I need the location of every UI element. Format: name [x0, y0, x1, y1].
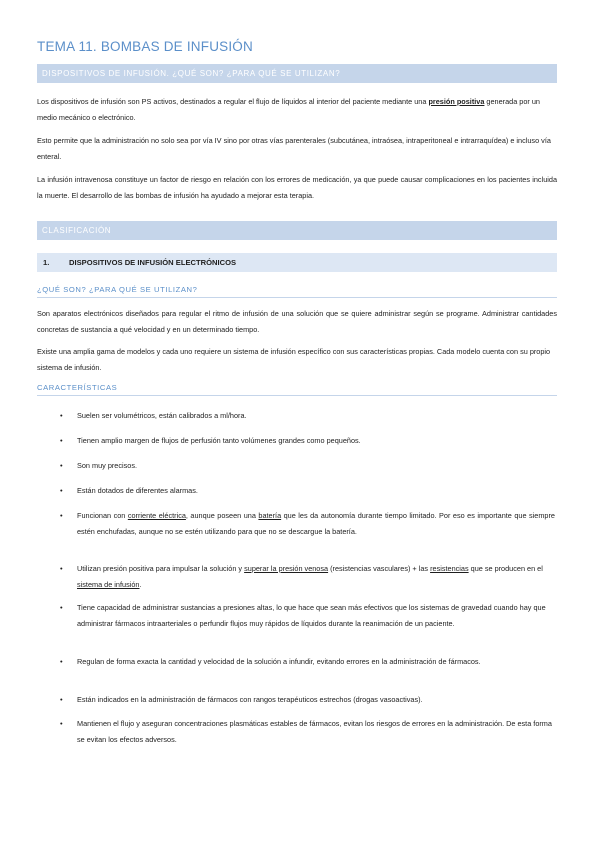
bullet-icon: •: [60, 657, 63, 666]
text-run: , aunque poseen una: [185, 511, 259, 520]
list-item-text: Tienen amplio margen de flujos de perfusión tanto volúmenes grandes como pequeños.: [77, 436, 361, 445]
list-item-text: Mantienen el flujo y aseguran concentraciones plasmáticas estables de fármacos, evitan los riesgos de errores en la administración. De esta forma se evitan los efectos adversos.: [77, 719, 552, 744]
section-header-label: DISPOSITIVOS DE INFUSIÓN. ¿QUÉ SON? ¿PARA QUÉ SE UTILIZAN?: [42, 69, 341, 78]
section-header-clasificacion: [37, 221, 557, 240]
corriente-electrica-term: corriente eléctrica: [127, 511, 186, 520]
list-item-text: Suelen ser volumétricos, están calibrados a ml/hora.: [77, 411, 247, 420]
list-item-text: Están dotados de diferentes alarmas.: [77, 486, 198, 495]
what-paragraph-1: Son aparatos electrónicos diseñados para regular el ritmo de infusión de una solución que se quiere administrar según se programe. Administrar cantidades concretas de sustancia a qué velocidad y en un determinado tiempo.: [37, 309, 557, 334]
section-header-label: CLASIFICACIÓN: [42, 226, 112, 235]
bullet-icon: •: [60, 411, 63, 420]
list-item-text: Regulan de forma exacta la cantidad y velocidad de la solución a infundir, evitando errores en la administración de fármacos.: [77, 657, 481, 666]
list-item-text: Tiene capacidad de administrar sustancias a presiones altas, lo que hace que sean más efectivos que los sistemas de gravedad cuando hay que administrar fármacos intraarteriales o perfundir flujos muy rápidos de líquidos durante la reanimación de un paciente.: [77, 603, 546, 628]
bullet-icon: •: [60, 603, 63, 612]
heading-que-son: ¿QUÉ SON? ¿PARA QUÉ SE UTILIZAN?: [37, 285, 557, 298]
heading-caracteristicas: CARACTERÍSTICAS: [37, 383, 557, 396]
subsection-label: DISPOSITIVOS DE INFUSIÓN ELECTRÓNICOS: [69, 258, 237, 267]
list-item-text: [77, 508, 555, 539]
bullet-icon: •: [60, 695, 63, 704]
resistencias-term: resistencias: [430, 564, 469, 573]
text-run: que se producen en el: [468, 564, 543, 573]
section-header-dispositivos: [37, 64, 557, 83]
list-item-text: [77, 561, 555, 592]
bullet-icon: •: [60, 461, 63, 470]
presion-positiva-term: presión positiva: [428, 97, 485, 106]
intro-paragraph-1: [37, 94, 557, 125]
sistema-de-infusion-term: sistema de infusión: [77, 579, 140, 589]
intro-text: Los dispositivos de infusión son PS activos, destinados a regular el flujo de líquidos al interior del paciente mediante una: [37, 97, 429, 106]
superar-presion-venosa-term: superar la presión venosa: [244, 564, 329, 573]
text-run: Utilizan presión positiva para impulsar la solución y: [77, 564, 245, 573]
text-run: (resistencias vasculares) + las: [328, 564, 431, 573]
intro-paragraph-3: La infusión intravenosa constituye un factor de riesgo en relación con los errores de medicación, ya que puede causar complicaciones en los pacientes incluida la muerte. El desarrollo de las bombas de infusión ha ayudado a mejorar esta terapia.: [37, 175, 557, 200]
page-title: TEMA 11. BOMBAS DE INFUSIÓN: [37, 39, 253, 54]
subsection-header-electronicos: [37, 253, 557, 272]
intro-paragraph-2: Esto permite que la administración no solo sea por vía IV sino por otras vías parenterales (subcutánea, intraósea, intraperitoneal e intrarraquídea) e incluso vía enteral.: [37, 136, 551, 161]
list-item-text: Están indicados en la administración de fármacos con rangos terapéuticos estrechos (drogas vasoactivas).: [77, 695, 423, 704]
text-run: que les da autonomía durante tiempo limitado. Por eso es importante que siempre estén enchufadas, aunque no se estén utilizando para que no se descargue la batería.: [77, 511, 555, 536]
text-run: Funcionan con: [77, 511, 128, 520]
subsection-number: 1.: [43, 258, 50, 267]
what-paragraph-2: Existe una amplia gama de modelos y cada uno requiere un sistema de infusión específico con sus características propias. Cada modelo cuenta con su propio sistema de infusión.: [37, 347, 551, 372]
bullet-icon: •: [60, 511, 63, 520]
list-item-text: Son muy precisos.: [77, 461, 138, 470]
text-run: .: [139, 579, 142, 589]
bateria-term: batería: [258, 511, 282, 520]
intro-text: generada por un medio mecánico o electrónico.: [37, 97, 540, 122]
bullet-icon: •: [60, 436, 63, 445]
bullet-icon: •: [60, 564, 63, 573]
bullet-icon: •: [60, 719, 63, 728]
bullet-icon: •: [60, 486, 63, 495]
